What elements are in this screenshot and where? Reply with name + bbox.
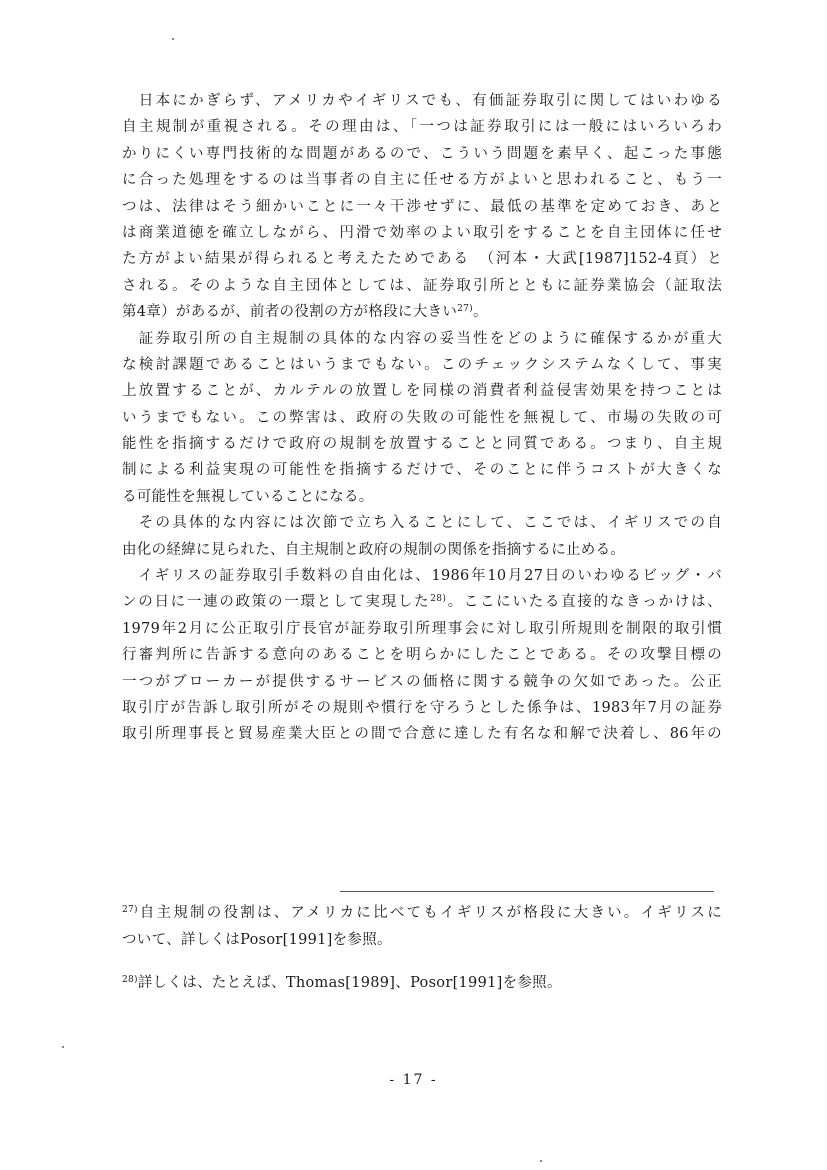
text-span: 。 <box>473 304 488 321</box>
text-line: 取引所理事長と貿易産業大臣との間で合意に達した有名な和解で決着し、86年の <box>122 726 722 743</box>
text-line: かりにくい専門技術的な問題があるので、こういう問題を素早く、起こった事態 <box>122 145 722 162</box>
text-line: 能性を指摘するだけで政府の規制を放置することと同質である。つまり、自主規 <box>122 436 722 453</box>
text-line: 上放置することが、カルテルの放置しを同様の消費者利益侵害効果を持つことは <box>122 383 722 400</box>
text-line: な検討課題であることはいうまでもない。このチェックシステムなくして、事実 <box>122 356 722 373</box>
text-span: ンの日に一連の政策の一環として実現した <box>122 594 431 611</box>
footnote-marker: 28) <box>122 975 138 985</box>
text-span: その具体的な内容には次節で立ち入ることにして、ここでは、イギリスでの自 <box>138 515 722 532</box>
footnote-ref-28[interactable]: 28) <box>430 594 447 605</box>
text-span: 証券取引所の自主規制の具体的な内容の妥当性をどのように確保するかが重大 <box>138 330 722 347</box>
text-span: 。ここにいたる直接的なきっかけは、 <box>446 594 722 611</box>
text-line: る可能性を無視していることになる。 <box>122 488 374 505</box>
footnote-text: 詳しくは、たとえば、Thomas[1989]、Posor[1991]を参照。 <box>137 975 562 991</box>
footnote-27 <box>122 900 722 927</box>
text-line: た方がよい結果が得られると考えたためである （河本・大武[1987]152-4頁）と <box>122 251 722 268</box>
text-line: つは、法律はそう細かいことに一々干渉せずに、最低の基準を定めておき、あと <box>122 198 722 215</box>
text-line <box>122 326 722 352</box>
footnote-28 <box>122 970 722 997</box>
scan-speck <box>172 38 174 40</box>
text-span: 第4章）があるが、前者の役割の方が格段に大きい <box>122 304 458 321</box>
text-line: 取引庁が告訴し取引所がその規則や慣行を守ろうとした係争は、1983年7月の証券 <box>122 699 722 716</box>
text-line: いうまでもない。この弊害は、政府の失敗の可能性を無視して、市場の失敗の可 <box>122 409 722 426</box>
text-line: 一つがブローカーが提供するサービスの価格に関する競争の欠如であった。公正 <box>122 673 722 690</box>
footnotes <box>122 900 722 997</box>
footnote-gap <box>122 954 722 970</box>
text-span: イギリスの証券取引手数料の自由化は、1986年10月27日のいわゆるビッグ・バ <box>138 568 722 585</box>
text-line: 自主規制が重視される。その理由は、「一つは証券取引には一般にはいろいろわ <box>122 119 722 136</box>
text-line <box>122 299 722 325</box>
footnote-ref-27[interactable]: 27) <box>457 304 473 315</box>
text-line: 制による利益実現の可能性を指摘するだけで、そのことに伴うコストが大きくな <box>122 462 722 479</box>
scan-speck <box>540 1160 542 1162</box>
text-line <box>122 510 722 536</box>
text-span: 日本にかぎらず、アメリカやイギリスでも、有価証券取引に関してはいわゆる <box>138 93 722 109</box>
text-line <box>122 589 722 615</box>
footnote-text: 自主規制の役割は、アメリカに比べてもイギリスが格段に大きい。イギリスに <box>137 905 722 921</box>
footnote-marker: 27) <box>122 905 138 915</box>
footnote-27-cont: ついて、詳しくはPosor[1991]を参照。 <box>122 932 392 948</box>
text-line: に合った処理をするのは当事者の自主に任せる方がよいと思われること、もう一 <box>122 172 722 189</box>
body-text <box>122 88 722 748</box>
text-line: される。そのような自主団体としては、証券取引所とともに証券業協会（証取法 <box>122 277 722 294</box>
text-line: 1979年2月に公正取引庁長官が証券取引所理事会に対し取引所規則を制限的取引慣 <box>122 620 722 637</box>
text-line: 由化の経緯に見られた、自主規制と政府の規制の関係を指摘するに止める。 <box>122 541 626 558</box>
footnote-separator <box>340 891 714 892</box>
text-line: は商業道徳を確立しながら、円滑で効率のよい取引をすることを自主団体に任せ <box>122 224 722 241</box>
text-line <box>122 88 722 114</box>
scan-speck <box>62 1046 64 1048</box>
text-line <box>122 563 722 589</box>
page-number: - 17 - <box>389 1072 438 1088</box>
text-line: 行審判所に告訴する意向のあることを明らかにしたことである。その攻撃目標の <box>122 647 722 664</box>
